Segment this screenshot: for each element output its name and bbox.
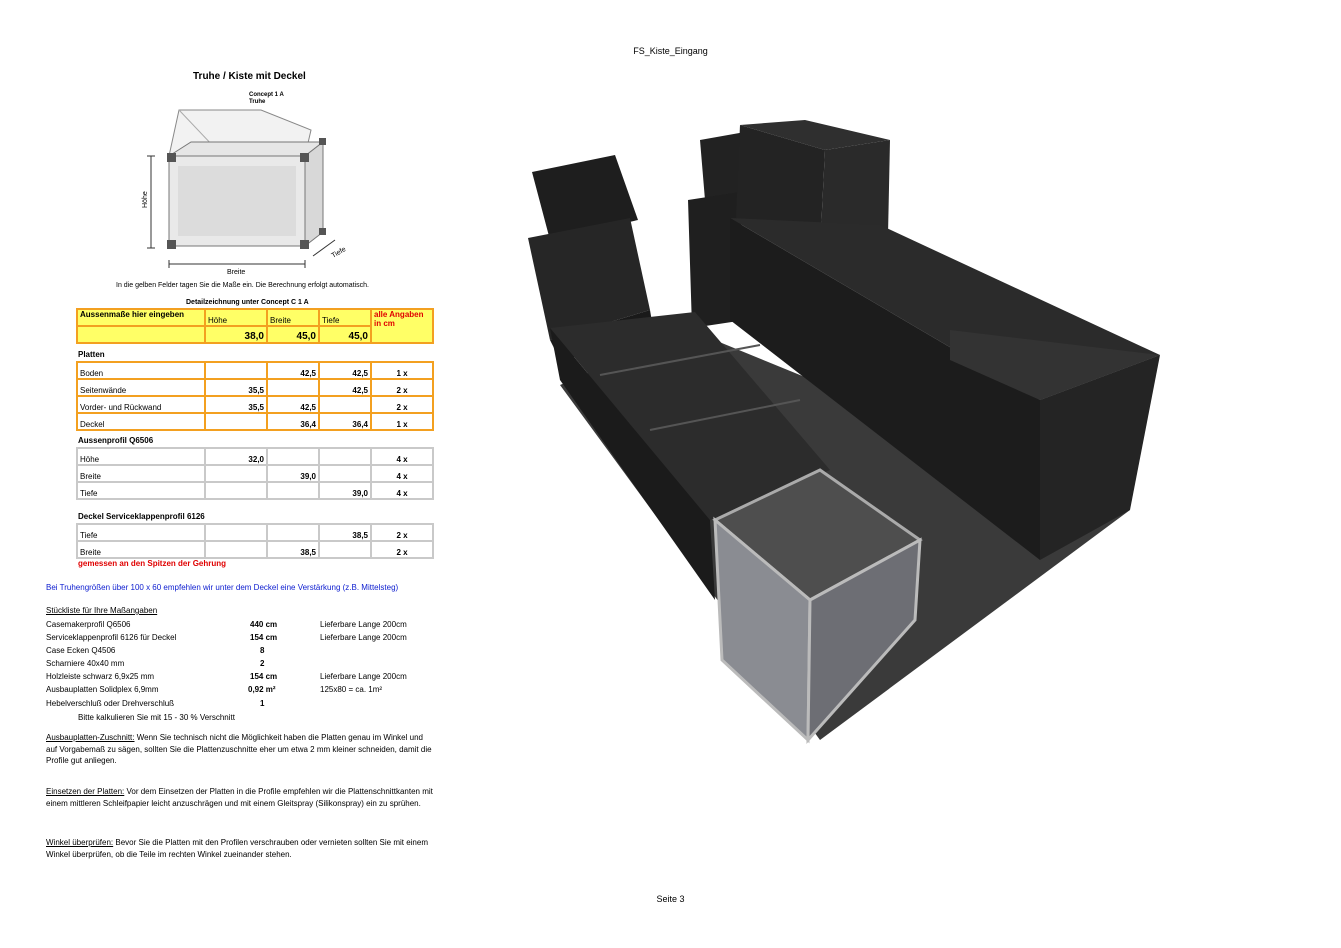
document-title: Truhe / Kiste mit Deckel	[193, 71, 306, 82]
part-note: 125x80 = ca. 1m²	[320, 685, 383, 694]
diagram-width-label: Breite	[227, 269, 246, 276]
platten-title: Platten	[78, 350, 105, 359]
table-row	[77, 524, 433, 541]
cell-count: 4 x	[371, 465, 433, 482]
deckelprofil-title: Deckel Serviceklappenprofil 6126	[78, 512, 205, 521]
part-note: Lieferbare Lange 200cm	[320, 633, 407, 642]
width-header: Breite	[267, 309, 319, 326]
row-name: Tiefe	[77, 482, 205, 499]
cell-height	[205, 413, 267, 430]
cell-depth: 42,5	[319, 362, 371, 379]
part-name: Holzleiste schwarz 6,9x25 mm	[46, 672, 155, 681]
row-name: Höhe	[77, 448, 205, 465]
part-name: Ausbauplatten Solidplex 6,9mm	[46, 685, 159, 694]
cell-count: 2 x	[371, 541, 433, 558]
cell-depth: 39,0	[319, 482, 371, 499]
paragraph-text: Vor dem Einsetzen der Platten in die Profile empfehlen wir die Plattenschnittkanten mit einem mittleren Schleifpapier leicht anzuschrägen und mit einem Gleitspray (Silikonspray) ein zu sprühen.	[46, 787, 433, 808]
reinforcement-hint: Bei Truhengrößen über 100 x 60 empfehlen wir unter dem Deckel eine Verstärkung (z.B. Mittelsteg)	[46, 583, 399, 592]
diagram-height-label: Höhe	[142, 191, 149, 208]
part-qty: 1	[260, 699, 265, 708]
table-row	[77, 482, 433, 499]
cell-width	[267, 482, 319, 499]
part-qty: 440 cm	[250, 620, 278, 629]
table-row	[77, 413, 433, 430]
part-qty: 154 cm	[250, 633, 278, 642]
cell-height: 35,5	[205, 396, 267, 413]
diagram-concept: Concept 1 A	[249, 92, 284, 98]
page-header: FS_Kiste_Eingang	[633, 46, 708, 56]
part-name: Scharniere 40x40 mm	[46, 659, 125, 668]
height-input[interactable]: 38,0	[205, 326, 267, 343]
row-name: Tiefe	[77, 524, 205, 541]
cell-height	[205, 465, 267, 482]
part-name: Hebelverschluß oder Drehverschluß	[46, 699, 175, 708]
row-name: Seitenwände	[77, 379, 205, 396]
cell-depth: 36,4	[319, 413, 371, 430]
table-row	[77, 362, 433, 379]
dimensions-spacer	[77, 326, 205, 343]
parts-list	[46, 606, 446, 726]
cell-count: 4 x	[371, 482, 433, 499]
table-row	[77, 396, 433, 413]
profil-table	[76, 447, 434, 500]
cell-depth	[319, 541, 371, 558]
paragraph-text: Wenn Sie technisch nicht die Möglichkeit haben die Platten genau im Winkel und auf Vorgabemaß zu sägen, sollten Sie die Plattenzuschnitte eher um etwa 2 mm kleiner schneiden, damit die Profile gut anliegen.	[46, 733, 432, 765]
depth-header: Tiefe	[319, 309, 371, 326]
paragraph-heading: Winkel überprüfen:	[46, 838, 114, 847]
cell-count: 4 x	[371, 448, 433, 465]
part-note: Lieferbare Lange 200cm	[320, 620, 407, 629]
diagram-sub: Truhe	[249, 99, 266, 105]
cell-width: 36,4	[267, 413, 319, 430]
paragraph-cutting	[46, 732, 436, 767]
table-row	[77, 465, 433, 482]
instruction-text: In die gelben Felder tagen Sie die Maße ein. Die Berechnung erfolgt automatisch.	[116, 282, 369, 289]
page-footer: Seite 3	[656, 894, 685, 904]
paragraph-text: Bevor Sie die Platten mit den Profilen verschrauben oder vernieten sollten Sie mit einem Winkel überprüfen, ob die Teile im rechten Winkel zueinander stehen.	[46, 838, 428, 859]
profil-title: Aussenprofil Q6506	[78, 436, 154, 445]
part-qty: 2	[260, 659, 265, 668]
cell-depth: 38,5	[319, 524, 371, 541]
detail-drawing-note: Detailzeichnung unter Concept C 1 A	[186, 299, 309, 306]
platten-table	[76, 361, 434, 431]
cell-height	[205, 541, 267, 558]
height-header: Höhe	[205, 309, 267, 326]
depth-input[interactable]: 45,0	[319, 326, 371, 343]
part-name: Case Ecken Q4506	[46, 646, 116, 655]
cell-width: 39,0	[267, 465, 319, 482]
row-name: Vorder- und Rückwand	[77, 396, 205, 413]
cell-width	[267, 379, 319, 396]
row-name: Breite	[77, 465, 205, 482]
part-qty: 154 cm	[250, 672, 278, 681]
part-name: Casemakerprofil Q6506	[46, 620, 131, 629]
table-row	[77, 448, 433, 465]
box-diagram	[135, 86, 385, 281]
cell-height	[205, 362, 267, 379]
table-row	[77, 541, 433, 558]
cell-count: 2 x	[371, 396, 433, 413]
dimensions-label: Aussenmaße hier eingeben	[77, 309, 205, 326]
cell-count: 1 x	[371, 362, 433, 379]
cell-width	[267, 448, 319, 465]
paragraph-heading: Einsetzen der Platten:	[46, 787, 125, 796]
cell-count: 2 x	[371, 379, 433, 396]
width-input[interactable]: 45,0	[267, 326, 319, 343]
row-name: Boden	[77, 362, 205, 379]
cell-width: 42,5	[267, 362, 319, 379]
parts-title: Stückliste für Ihre Maßangaben	[46, 606, 158, 615]
cell-depth	[319, 465, 371, 482]
cell-height: 35,5	[205, 379, 267, 396]
paragraph-heading: Ausbauplatten-Zuschnitt:	[46, 733, 135, 742]
part-note: Lieferbare Lange 200cm	[320, 672, 407, 681]
cell-height: 32,0	[205, 448, 267, 465]
part-qty: 0,92 m²	[248, 685, 276, 694]
paragraph-angle	[46, 837, 436, 860]
units-note: alle Angaben in cm	[371, 309, 433, 343]
part-qty: 8	[260, 646, 265, 655]
cell-depth: 42,5	[319, 379, 371, 396]
part-name: Serviceklappenprofil 6126 für Deckel	[46, 633, 177, 642]
cell-depth	[319, 448, 371, 465]
waste-note: Bitte kalkulieren Sie mit 15 - 30 % Verschnitt	[78, 713, 235, 722]
paragraph-inserting	[46, 786, 436, 809]
cell-width: 38,5	[267, 541, 319, 558]
row-name: Deckel	[77, 413, 205, 430]
miter-note: gemessen an den Spitzen der Gehrung	[78, 559, 227, 568]
table-row	[77, 379, 433, 396]
van-interior-render	[520, 100, 1160, 750]
cell-height	[205, 524, 267, 541]
diagram-depth-label: Tiefe	[330, 246, 348, 260]
cell-height	[205, 482, 267, 499]
row-name: Breite	[77, 541, 205, 558]
cell-depth	[319, 396, 371, 413]
cell-count: 2 x	[371, 524, 433, 541]
cell-width: 42,5	[267, 396, 319, 413]
cell-count: 1 x	[371, 413, 433, 430]
deckelprofil-table	[76, 523, 434, 559]
dimensions-table	[76, 308, 434, 344]
cell-width	[267, 524, 319, 541]
